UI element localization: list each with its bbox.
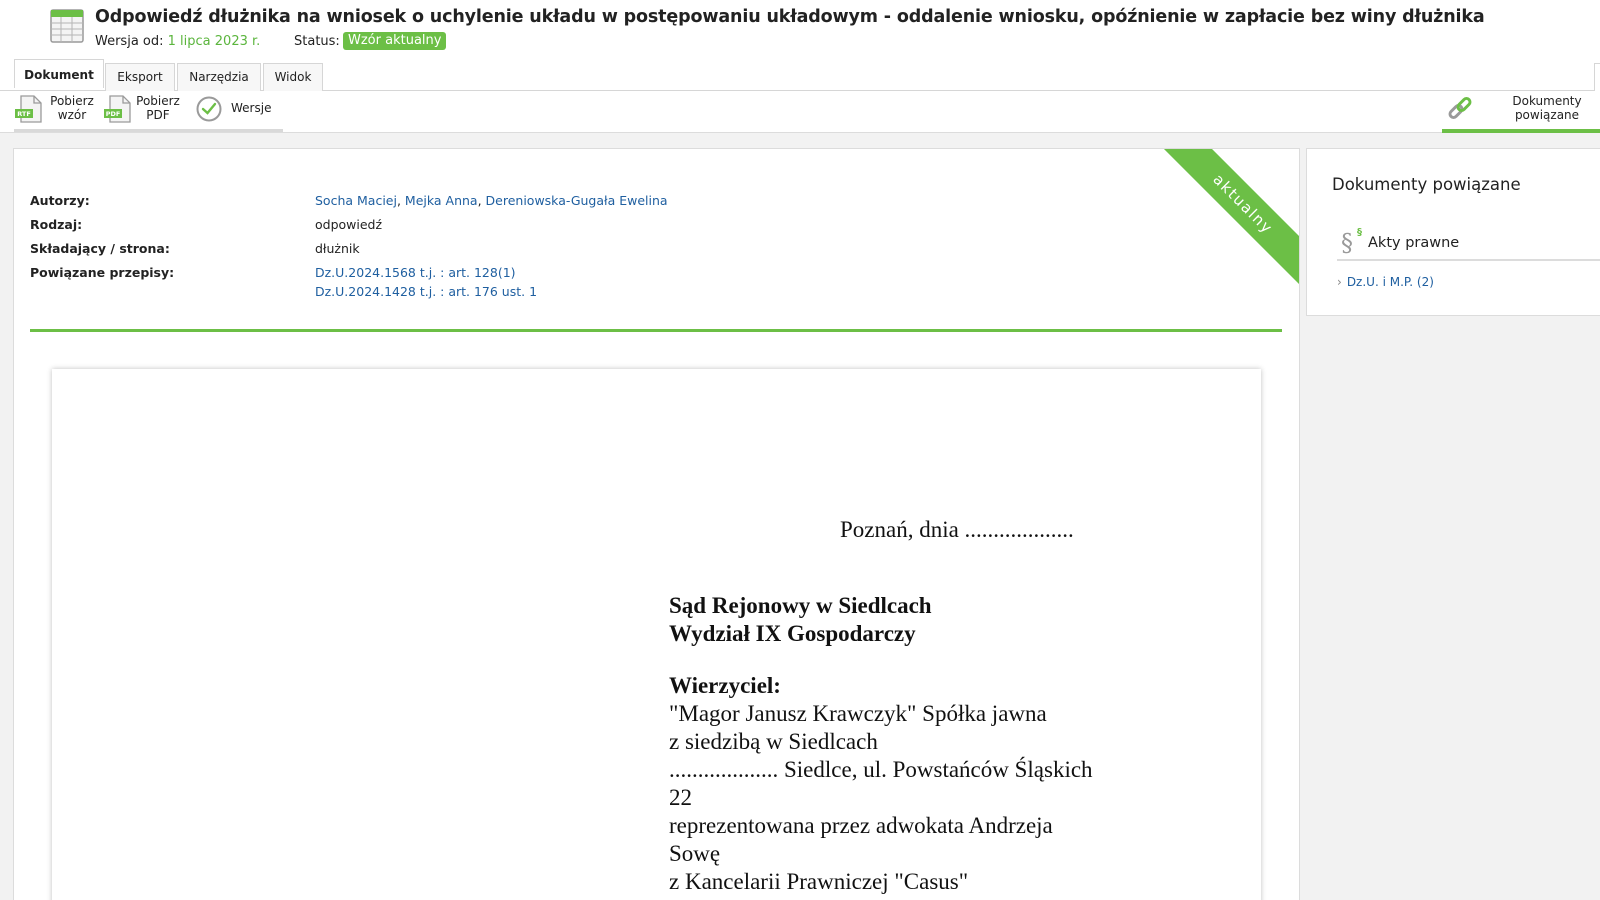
version-info xyxy=(95,34,260,49)
ribbon-tabs xyxy=(0,59,1600,91)
regulation-link[interactable]: Dz.U.2024.1428 t.j. : art. 176 ust. 1 xyxy=(315,284,538,299)
related-item[interactable] xyxy=(1337,275,1434,289)
tab-widok[interactable]: Widok xyxy=(263,63,323,91)
link-chain-icon xyxy=(1445,95,1475,125)
download-template-line1: Pobierz xyxy=(50,94,94,108)
rtf-file-icon xyxy=(15,95,43,123)
document-header xyxy=(0,0,1600,60)
versions-label: Wersje xyxy=(231,101,272,115)
tab-dokument[interactable]: Dokument xyxy=(14,59,104,88)
page-title: Odpowiedź dłużnika na wniosek o uchylenie układu w postępowaniu układowym - oddalenie wniosku, opóźnienie w zapłacie bez winy dłużnika xyxy=(95,7,1485,27)
download-template-label xyxy=(50,94,94,122)
status-ribbon-text: aktualny xyxy=(1146,149,1299,301)
type-label: Rodzaj: xyxy=(30,217,83,232)
download-pdf-label xyxy=(136,94,180,122)
toolbar xyxy=(0,91,1600,133)
related-item-link[interactable]: Dz.U. i M.P. (2) xyxy=(1346,275,1434,289)
status-badge: Wzór aktualny xyxy=(343,32,446,50)
author-link[interactable]: Socha Maciej xyxy=(315,193,397,208)
status-ribbon xyxy=(1139,149,1299,309)
author-link[interactable]: Mejka Anna xyxy=(404,193,478,208)
tab-strip-edge xyxy=(1594,63,1600,91)
creditor-line: Sowę xyxy=(669,841,721,866)
related-line1: Dokumenty xyxy=(1512,94,1582,108)
tab-narzedzia[interactable]: Narzędzia xyxy=(177,63,261,91)
author-link[interactable]: Dereniowska-Gugała Ewelina xyxy=(485,193,668,208)
document-preview-page xyxy=(52,369,1261,900)
party-value: dłużnik xyxy=(315,241,360,256)
related-active-underline xyxy=(1442,129,1600,133)
party-label: Składający / strona: xyxy=(30,241,170,256)
regulation-link[interactable]: Dz.U.2024.1568 t.j. : art. 128(1) xyxy=(315,265,516,280)
creditor-line: 22 xyxy=(669,785,692,810)
paragraph-sup-icon: § xyxy=(1357,227,1362,238)
document-panel xyxy=(13,148,1300,900)
toolbar-group-underline xyxy=(14,129,283,132)
versions-check-icon xyxy=(195,95,223,123)
creditor-line: reprezentowana przez adwokata Andrzeja xyxy=(669,813,1053,838)
authors-label: Autorzy: xyxy=(30,193,90,208)
creditor-line: ................... Siedlce, ul. Powstańców Śląskich xyxy=(669,757,1093,782)
place-date: Poznań, dnia ................... xyxy=(840,517,1074,542)
related-panel-title: Dokumenty powiązane xyxy=(1332,175,1521,194)
download-pdf-button[interactable] xyxy=(103,94,187,128)
status-label: Status: xyxy=(294,34,340,49)
download-pdf-line2: PDF xyxy=(146,108,170,122)
related-line2: powiązane xyxy=(1514,108,1580,122)
related-documents-button[interactable] xyxy=(1445,94,1600,128)
court-name: Sąd Rejonowy w Siedlcach xyxy=(669,593,932,618)
pdf-badge: PDF xyxy=(105,110,121,118)
creditor-label: Wierzyciel: xyxy=(669,673,781,698)
tab-eksport[interactable]: Eksport xyxy=(105,63,175,91)
legal-acts-label: Akty prawne xyxy=(1368,235,1460,251)
related-documents-label xyxy=(1505,94,1589,122)
versions-button[interactable] xyxy=(195,94,277,128)
creditor-line: "Magor Janusz Krawczyk" Spółka jawna xyxy=(669,701,1047,726)
download-template-button[interactable] xyxy=(14,94,98,128)
version-date: 1 lipca 2023 r. xyxy=(167,34,261,49)
download-pdf-line1: Pobierz xyxy=(136,94,180,108)
authors-value: Socha Maciej, Mejka Anna, Dereniowska-Gugała Ewelina xyxy=(315,193,668,208)
spreadsheet-document-icon xyxy=(50,9,84,43)
version-label: Wersja od: xyxy=(95,34,164,49)
creditor-line: z Kancelarii Prawniczej "Casus" xyxy=(669,869,969,894)
rtf-badge: RTF xyxy=(17,110,31,118)
court-division: Wydział IX Gospodarczy xyxy=(669,621,916,646)
type-value: odpowiedź xyxy=(315,217,383,232)
regulations-label: Powiązane przepisy: xyxy=(30,265,175,280)
creditor-line: z siedzibą w Siedlcach xyxy=(669,729,878,754)
legal-acts-section[interactable] xyxy=(1337,227,1600,261)
chevron-right-icon: › xyxy=(1337,275,1342,289)
download-template-line2: wzór xyxy=(57,108,87,122)
pdf-file-icon xyxy=(104,95,132,123)
section-divider xyxy=(30,329,1282,332)
paragraph-icon: § xyxy=(1341,229,1353,257)
related-documents-panel xyxy=(1306,148,1600,316)
